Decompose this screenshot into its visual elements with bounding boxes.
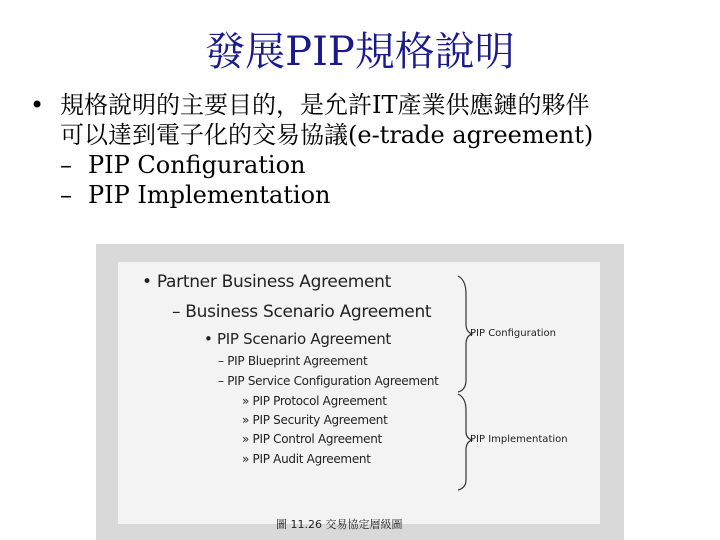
sub-item-marker: – xyxy=(60,151,72,179)
figure-line: » PIP Security Agreement xyxy=(242,413,388,427)
sub-item-implementation xyxy=(30,180,700,210)
side-label-configuration: PIP Configuration xyxy=(470,328,557,339)
slide-title: 發展PIP規格說明 xyxy=(205,29,515,75)
figure-caption: 圖 11.26 交易協定層級圖 xyxy=(276,518,403,531)
main-bullet xyxy=(30,90,700,150)
bullet-line-2: 可以達到電子化的交易協議(e-trade agreement) xyxy=(60,121,594,149)
figure-line: » PIP Control Agreement xyxy=(242,432,382,446)
figure-line: » PIP Protocol Agreement xyxy=(242,394,387,408)
bullet-list xyxy=(30,90,700,210)
bullet-marker: • xyxy=(30,91,45,119)
sub-item-marker: – xyxy=(60,181,72,209)
figure-line: • Partner Business Agreement xyxy=(142,272,391,292)
side-label-implementation: PIP Implementation xyxy=(470,434,568,445)
figure-line: » PIP Audit Agreement xyxy=(242,452,371,466)
figure-line: – Business Scenario Agreement xyxy=(172,302,432,322)
figure-line: • PIP Scenario Agreement xyxy=(204,330,391,348)
figure-line: – PIP Service Configuration Agreement xyxy=(218,374,439,388)
sub-item-configuration xyxy=(30,150,700,180)
sub-item-text: PIP Implementation xyxy=(88,181,331,209)
figure-line: – PIP Blueprint Agreement xyxy=(218,354,368,368)
sub-item-text: PIP Configuration xyxy=(88,151,306,179)
bullet-line-1: 規格說明的主要目的，是允許IT產業供應鏈的夥伴 xyxy=(60,91,590,119)
scanned-figure xyxy=(96,244,624,540)
